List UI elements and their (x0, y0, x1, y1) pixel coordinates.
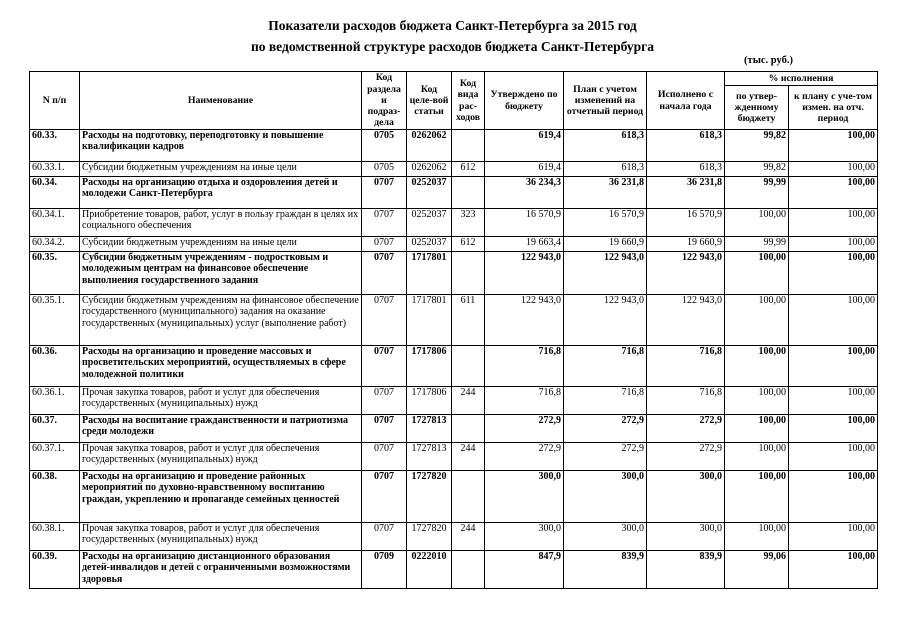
cell-pct-approved: 100,00 (725, 346, 789, 387)
cell-executed: 300,0 (647, 523, 725, 551)
header-percent-execution: % исполнения (725, 72, 878, 86)
cell-pct-approved: 100,00 (725, 523, 789, 551)
table-row (30, 443, 878, 471)
cell-executed: 19 660,9 (647, 237, 725, 252)
cell-name: Расходы на подготовку, переподготовку и повышение квалификации кадров (80, 130, 362, 162)
header-pct-plan: к плану с уче-том измен. на отч. период (789, 86, 878, 130)
cell-name: Субсидии бюджетным учреждениям на финансовое обеспечение государственного (муниципального) задания на оказание государственных (муниципальных) услуг (выполнение работ) (80, 295, 362, 346)
cell-pct-plan: 100,00 (789, 551, 878, 589)
cell-plan: 272,9 (564, 415, 647, 443)
cell-kind (452, 415, 485, 443)
cell-name: Субсидии бюджетным учреждениям на иные цели (80, 237, 362, 252)
cell-article: 1727820 (407, 471, 452, 523)
cell-name: Расходы на организацию и проведение массовых и просветительских мероприятий, осуществляемых в сфере молодежной политики (80, 346, 362, 387)
cell-pct-approved: 99,82 (725, 130, 789, 162)
cell-approved: 19 663,4 (485, 237, 564, 252)
cell-pct-approved: 100,00 (725, 415, 789, 443)
cell-section: 0707 (362, 346, 407, 387)
cell-kind (452, 177, 485, 209)
cell-pct-approved: 100,00 (725, 209, 789, 237)
table-row (30, 252, 878, 295)
cell-section: 0707 (362, 209, 407, 237)
cell-pct-plan: 100,00 (789, 130, 878, 162)
cell-kind: 611 (452, 295, 485, 346)
cell-kind: 612 (452, 237, 485, 252)
cell-num: 60.36.1. (30, 387, 80, 415)
cell-name: Приобретение товаров, работ, услуг в пользу граждан в целях их социального обеспечения (80, 209, 362, 237)
header-executed: Исполнено с начала года (647, 72, 725, 130)
table-row (30, 130, 878, 162)
cell-kind: 244 (452, 387, 485, 415)
cell-executed: 716,8 (647, 346, 725, 387)
cell-approved: 847,9 (485, 551, 564, 589)
cell-plan: 16 570,9 (564, 209, 647, 237)
cell-kind (452, 551, 485, 589)
cell-executed: 272,9 (647, 443, 725, 471)
cell-plan: 36 231,8 (564, 177, 647, 209)
cell-num: 60.37. (30, 415, 80, 443)
cell-approved: 716,8 (485, 346, 564, 387)
cell-name: Расходы на организацию и проведение районных мероприятий по духовно-нравственному воспитанию граждан, укреплению и пропаганде семейных ценностей (80, 471, 362, 523)
header-approved: Утверждено по бюджету (485, 72, 564, 130)
cell-approved: 122 943,0 (485, 295, 564, 346)
cell-pct-approved: 99,99 (725, 237, 789, 252)
cell-article: 0262062 (407, 130, 452, 162)
cell-executed: 618,3 (647, 162, 725, 177)
table-row (30, 471, 878, 523)
cell-kind: 244 (452, 523, 485, 551)
cell-num: 60.35. (30, 252, 80, 295)
cell-section: 0707 (362, 177, 407, 209)
cell-executed: 122 943,0 (647, 295, 725, 346)
cell-article: 0252037 (407, 209, 452, 237)
cell-name: Прочая закупка товаров, работ и услуг для обеспечения государственных (муниципальных) нужд (80, 523, 362, 551)
table-row (30, 162, 878, 177)
cell-article: 1717806 (407, 346, 452, 387)
table-row (30, 387, 878, 415)
cell-section: 0705 (362, 130, 407, 162)
cell-section: 0709 (362, 551, 407, 589)
cell-num: 60.34.1. (30, 209, 80, 237)
cell-pct-plan: 100,00 (789, 471, 878, 523)
cell-plan: 272,9 (564, 443, 647, 471)
cell-section: 0707 (362, 443, 407, 471)
cell-executed: 839,9 (647, 551, 725, 589)
cell-kind (452, 252, 485, 295)
cell-article: 1727820 (407, 523, 452, 551)
cell-approved: 300,0 (485, 523, 564, 551)
cell-section: 0707 (362, 252, 407, 295)
cell-approved: 272,9 (485, 443, 564, 471)
table-row (30, 346, 878, 387)
cell-section: 0707 (362, 415, 407, 443)
cell-num: 60.38. (30, 471, 80, 523)
cell-pct-approved: 99,82 (725, 162, 789, 177)
cell-kind (452, 130, 485, 162)
cell-num: 60.33. (30, 130, 80, 162)
cell-article: 1727813 (407, 443, 452, 471)
cell-num: 60.34.2. (30, 237, 80, 252)
cell-section: 0707 (362, 387, 407, 415)
cell-section: 0707 (362, 471, 407, 523)
cell-name: Расходы на воспитание гражданственности и патриотизма среди молодежи (80, 415, 362, 443)
cell-approved: 716,8 (485, 387, 564, 415)
table-row (30, 295, 878, 346)
cell-article: 1717806 (407, 387, 452, 415)
cell-executed: 122 943,0 (647, 252, 725, 295)
cell-pct-plan: 100,00 (789, 237, 878, 252)
cell-num: 60.39. (30, 551, 80, 589)
header-plan: План с учетом изменений на отчетный период (564, 72, 647, 130)
cell-num: 60.35.1. (30, 295, 80, 346)
cell-plan: 716,8 (564, 346, 647, 387)
cell-pct-approved: 99,06 (725, 551, 789, 589)
cell-kind (452, 471, 485, 523)
header-kind-code: Код вида рас-ходов (452, 72, 485, 130)
cell-pct-plan: 100,00 (789, 162, 878, 177)
cell-article: 1717801 (407, 252, 452, 295)
table-row (30, 523, 878, 551)
cell-executed: 36 231,8 (647, 177, 725, 209)
cell-pct-approved: 100,00 (725, 295, 789, 346)
cell-num: 60.36. (30, 346, 80, 387)
cell-article: 0252037 (407, 237, 452, 252)
cell-kind (452, 346, 485, 387)
cell-pct-plan: 100,00 (789, 387, 878, 415)
cell-pct-approved: 100,00 (725, 443, 789, 471)
cell-article: 0222010 (407, 551, 452, 589)
cell-pct-approved: 99,99 (725, 177, 789, 209)
cell-approved: 300,0 (485, 471, 564, 523)
cell-plan: 19 660,9 (564, 237, 647, 252)
cell-article: 0252037 (407, 177, 452, 209)
document-title: Показатели расходов бюджета Санкт-Петербурга за 2015 год (268, 18, 637, 33)
cell-executed: 618,3 (647, 130, 725, 162)
cell-article: 0262062 (407, 162, 452, 177)
document-subtitle: по ведомственной структуре расходов бюджета Санкт-Петербурга (250, 39, 655, 54)
cell-section: 0707 (362, 295, 407, 346)
cell-kind: 612 (452, 162, 485, 177)
cell-pct-plan: 100,00 (789, 415, 878, 443)
cell-name: Прочая закупка товаров, работ и услуг для обеспечения государственных (муниципальных) нужд (80, 443, 362, 471)
cell-pct-approved: 100,00 (725, 252, 789, 295)
budget-table (29, 71, 878, 589)
cell-plan: 716,8 (564, 387, 647, 415)
cell-name: Субсидии бюджетным учреждениям на иные цели (80, 162, 362, 177)
cell-plan: 618,3 (564, 162, 647, 177)
cell-plan: 122 943,0 (564, 295, 647, 346)
table-body (30, 130, 878, 589)
cell-section: 0705 (362, 162, 407, 177)
cell-num: 60.38.1. (30, 523, 80, 551)
table-row (30, 415, 878, 443)
units-label: (тыс. руб.) (744, 55, 793, 66)
header-section-code: Код раздела и подраз-дела (362, 72, 407, 130)
header-article-code: Код целе-вой статьи (407, 72, 452, 130)
cell-pct-approved: 100,00 (725, 471, 789, 523)
cell-approved: 36 234,3 (485, 177, 564, 209)
cell-plan: 839,9 (564, 551, 647, 589)
cell-approved: 619,4 (485, 130, 564, 162)
cell-pct-approved: 100,00 (725, 387, 789, 415)
cell-executed: 16 570,9 (647, 209, 725, 237)
cell-num: 60.34. (30, 177, 80, 209)
cell-approved: 619,4 (485, 162, 564, 177)
cell-approved: 272,9 (485, 415, 564, 443)
cell-plan: 300,0 (564, 471, 647, 523)
cell-name: Прочая закупка товаров, работ и услуг для обеспечения государственных (муниципальных) нужд (80, 387, 362, 415)
cell-name: Субсидии бюджетным учреждениям - подростковым и молодежным центрам на финансовое обеспечение выполнения государственного задания (80, 252, 362, 295)
cell-executed: 716,8 (647, 387, 725, 415)
cell-executed: 272,9 (647, 415, 725, 443)
cell-pct-plan: 100,00 (789, 177, 878, 209)
cell-name: Расходы на организацию отдыха и оздоровления детей и молодежи Санкт-Петербурга (80, 177, 362, 209)
cell-pct-plan: 100,00 (789, 523, 878, 551)
cell-pct-plan: 100,00 (789, 209, 878, 237)
cell-approved: 122 943,0 (485, 252, 564, 295)
cell-article: 1727813 (407, 415, 452, 443)
header-pct-approved: по утвер-жденному бюджету (725, 86, 789, 130)
cell-plan: 300,0 (564, 523, 647, 551)
cell-article: 1717801 (407, 295, 452, 346)
cell-approved: 16 570,9 (485, 209, 564, 237)
cell-pct-plan: 100,00 (789, 443, 878, 471)
header-name: Наименование (80, 72, 362, 130)
header-num: N п/п (30, 72, 80, 130)
table-row (30, 551, 878, 589)
cell-kind: 323 (452, 209, 485, 237)
cell-pct-plan: 100,00 (789, 252, 878, 295)
cell-name: Расходы на организацию дистанционного образования детей-инвалидов и детей с ограниченными возможностями здоровья (80, 551, 362, 589)
table-row (30, 237, 878, 252)
cell-pct-plan: 100,00 (789, 346, 878, 387)
cell-section: 0707 (362, 237, 407, 252)
cell-plan: 618,3 (564, 130, 647, 162)
cell-plan: 122 943,0 (564, 252, 647, 295)
cell-pct-plan: 100,00 (789, 295, 878, 346)
cell-section: 0707 (362, 523, 407, 551)
table-row (30, 209, 878, 237)
cell-num: 60.37.1. (30, 443, 80, 471)
cell-num: 60.33.1. (30, 162, 80, 177)
cell-kind: 244 (452, 443, 485, 471)
cell-executed: 300,0 (647, 471, 725, 523)
table-row (30, 177, 878, 209)
